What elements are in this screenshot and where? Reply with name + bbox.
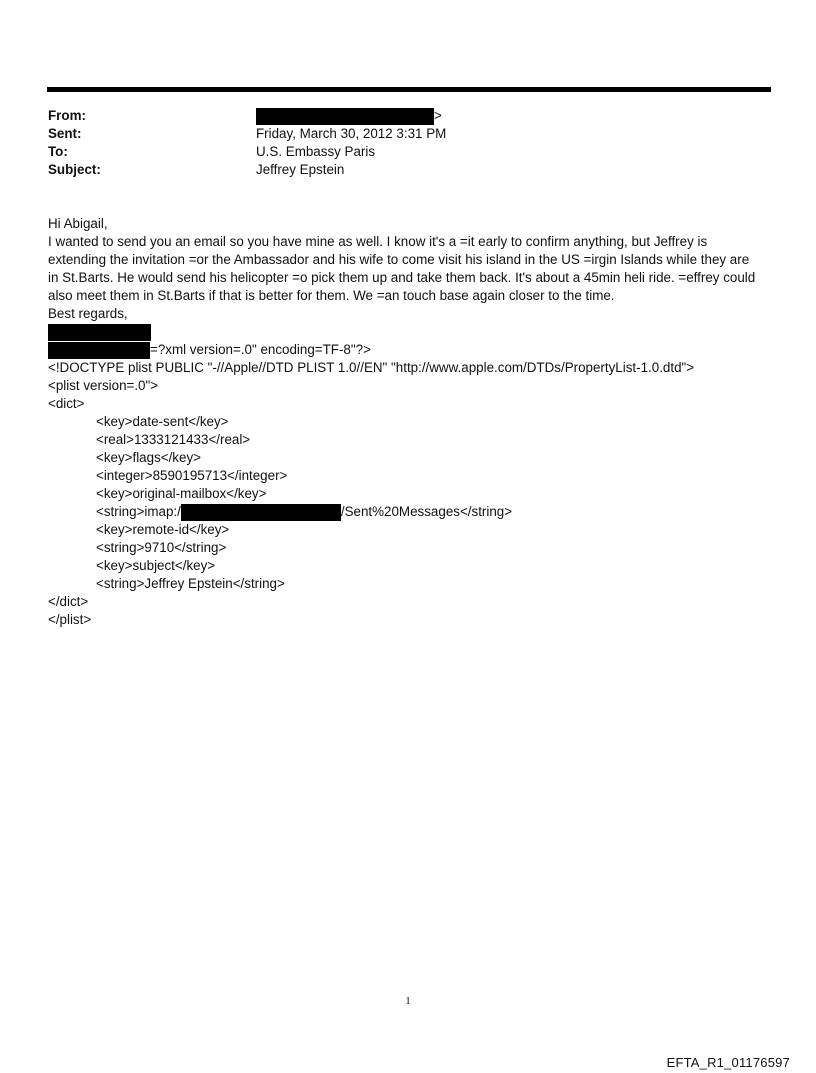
plist-entry: <key>date-sent</key> xyxy=(96,414,229,429)
to-label: To: xyxy=(48,144,68,159)
to-value: U.S. Embassy Paris xyxy=(256,144,376,159)
redaction-block xyxy=(48,342,150,359)
plist-entry: <key>subject</key> xyxy=(96,558,216,573)
page-number: 1 xyxy=(405,995,411,1007)
plist-entry: <real>1333121433</real> xyxy=(96,432,251,447)
plist-entry: <string>9710</string> xyxy=(96,540,227,555)
dict-close: </dict> xyxy=(48,594,89,609)
mailbox-suffix: /Sent%20Messages</string> xyxy=(340,504,513,519)
from-suffix: > xyxy=(434,108,442,123)
greeting: Hi Abigail, xyxy=(48,216,108,231)
xml-declaration-row xyxy=(48,341,768,359)
from-label: From: xyxy=(48,108,86,123)
plist-entry: <key>flags</key> xyxy=(96,450,201,465)
header-rule xyxy=(47,87,771,92)
xml-declaration: =?xml version=.0" encoding=TF-8"?> xyxy=(150,342,371,357)
body-line: in St.Barts. He would send his helicopter =o pick them up and take them back. It's about a 45min heli ride. =effrey could xyxy=(48,270,756,285)
plist-entry: <string>Jeffrey Epstein</string> xyxy=(96,576,285,591)
sent-value: Friday, March 30, 2012 3:31 PM xyxy=(256,126,447,141)
plist-open: <plist version=.0"> xyxy=(48,378,159,393)
subject-value: Jeffrey Epstein xyxy=(256,162,345,177)
email-body xyxy=(48,215,768,629)
body-line: extending the invitation =or the Ambassador and his wife to come visit his island in the US =irgin Islands while they are xyxy=(48,252,750,267)
plist-entry-mailbox xyxy=(48,503,768,521)
redaction-block xyxy=(48,324,151,341)
redaction-block xyxy=(256,108,434,125)
from-value xyxy=(256,107,442,125)
plist-close: </plist> xyxy=(48,612,92,627)
subject-label: Subject: xyxy=(48,162,101,177)
body-line: I wanted to send you an email so you have mine as well. I know it's a =it early to confirm anything, but Jeffrey is xyxy=(48,234,708,249)
plist-entry: <integer>8590195713</integer> xyxy=(96,468,288,483)
document-id: EFTA_R1_01176597 xyxy=(666,1055,790,1070)
sent-label: Sent: xyxy=(48,126,82,141)
plist-entry: <key>original-mailbox</key> xyxy=(96,486,267,501)
doctype-line: <!DOCTYPE plist PUBLIC "-//Apple//DTD PLIST 1.0//EN" "http://www.apple.com/DTDs/PropertyList-1.0.dtd"> xyxy=(48,360,695,375)
signature-redaction-row xyxy=(48,323,768,341)
body-line: also meet them in St.Barts if that is better for them. We =an touch base again closer to the time. xyxy=(48,288,615,303)
dict-open: <dict> xyxy=(48,396,85,411)
mailbox-prefix: <string>imap:/ xyxy=(96,504,181,519)
plist-entry: <key>remote-id</key> xyxy=(96,522,230,537)
closing: Best regards, xyxy=(48,306,128,321)
redaction-block xyxy=(181,504,341,521)
